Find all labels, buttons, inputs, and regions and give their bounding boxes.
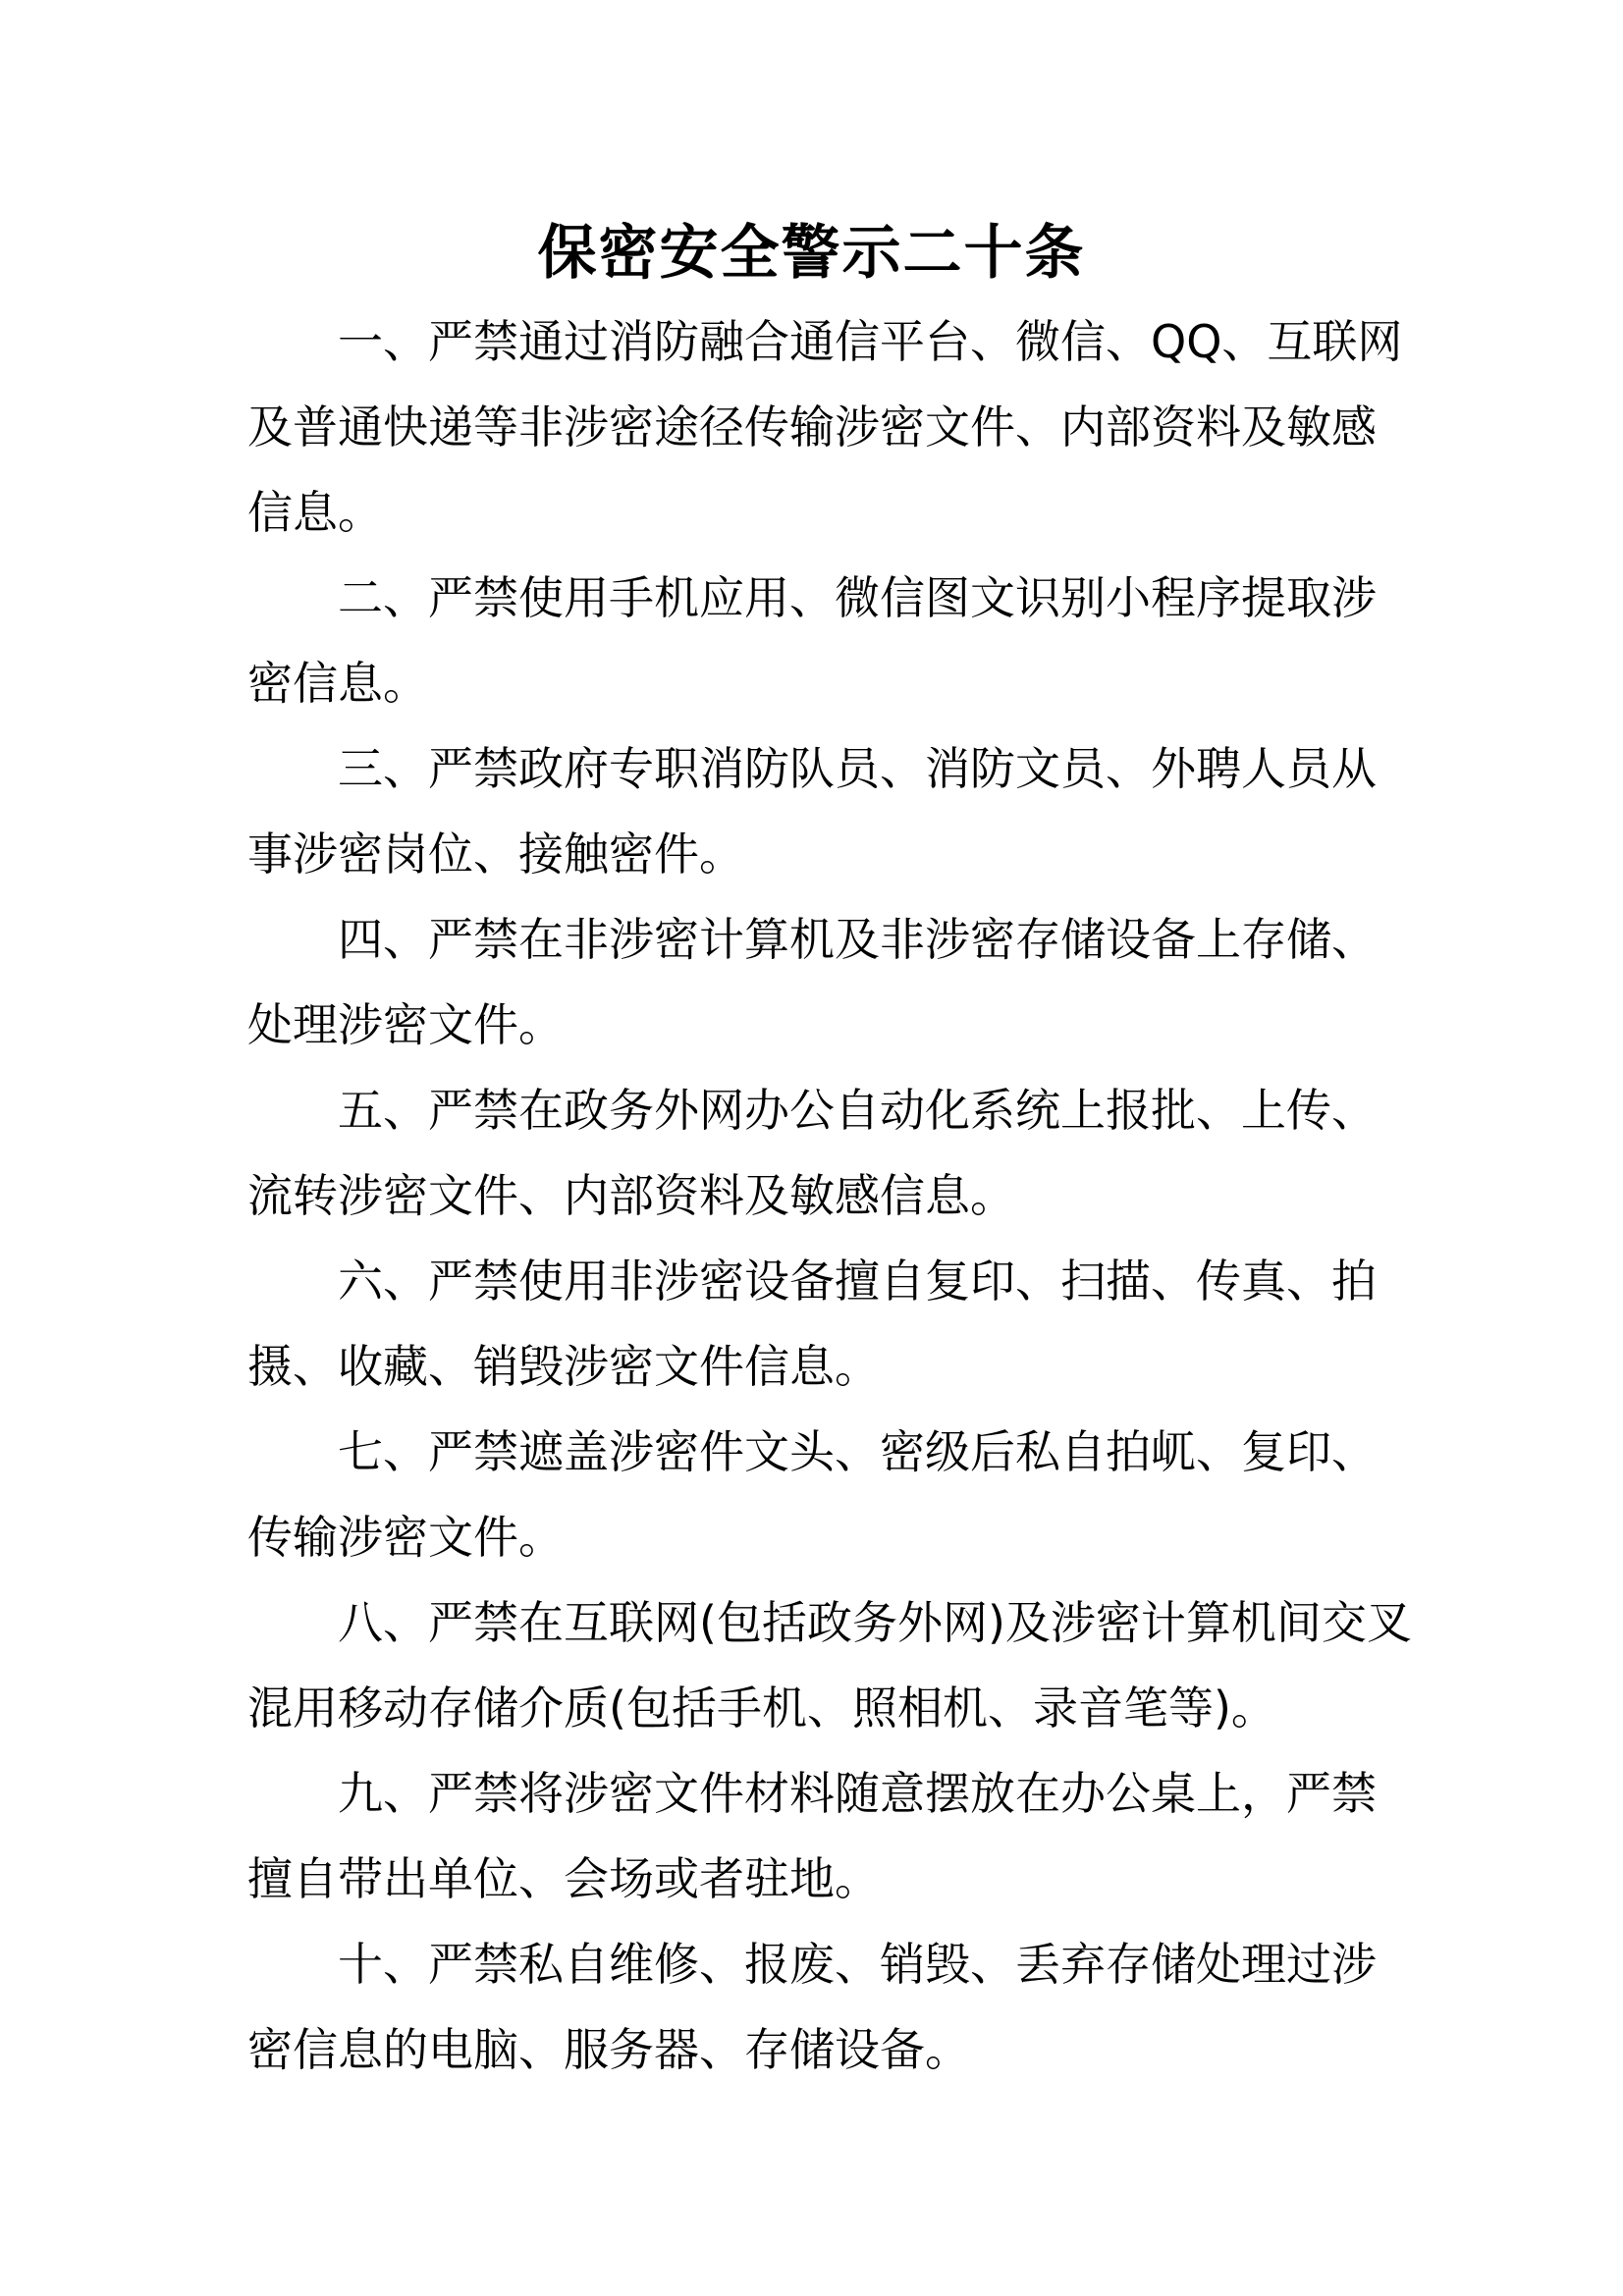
rule-paragraph	[247, 1595, 1412, 1766]
paragraph-line: 及普通快递等非涉密途径传输涉密文件、内部资料及敏感	[247, 400, 1377, 454]
paragraph-line: 擅自带出单位、会场或者驻地。	[247, 1852, 880, 1905]
paragraph-line: 八、严禁在互联网(包括政务外网)及涉密计算机间交叉	[338, 1596, 1412, 1649]
rule-paragraph	[247, 1766, 1377, 1937]
paragraph-line: 六、严禁使用非涉密设备擅自复印、扫描、传真、拍	[338, 1255, 1377, 1308]
paragraph-line: 信息。	[247, 486, 383, 539]
rule-paragraph	[247, 570, 1377, 741]
paragraph-line: 传输涉密文件。	[247, 1511, 564, 1564]
rule-paragraph	[247, 1254, 1377, 1424]
paragraph-line: 流转涉密文件、内部资料及敏感信息。	[247, 1169, 1015, 1222]
paragraph-line: 密信息。	[247, 657, 428, 710]
rule-paragraph	[247, 1424, 1377, 1595]
paragraph-line: 三、严禁政府专职消防队员、消防文员、外聘人员从	[338, 742, 1377, 795]
paragraph-line: 十、严禁私自维修、报废、销毁、丢弃存储处理过涉	[338, 1938, 1377, 1991]
rule-paragraph	[247, 741, 1377, 912]
rule-paragraph	[247, 1083, 1377, 1254]
paragraph-line: 处理涉密文件。	[247, 998, 564, 1051]
paragraph-line: 四、严禁在非涉密计算机及非涉密存储设备上存储、	[338, 913, 1377, 966]
paragraph-line: 五、严禁在政务外网办公自动化系统上报批、上传、	[338, 1084, 1377, 1137]
paragraph-line: 摄、收藏、销毁涉密文件信息。	[247, 1340, 880, 1393]
paragraph-line: 密信息的电脑、服务器、存储设备。	[247, 2023, 970, 2076]
rule-paragraph	[247, 1937, 1377, 2108]
document-title: 保密安全警示二十条	[537, 219, 1086, 288]
paragraph-line: 混用移动存储介质(包括手机、照相机、录音笔等)。	[247, 1682, 1276, 1735]
paragraph-line: 事涉密岗位、接触密件。	[247, 828, 744, 881]
rule-paragraph	[247, 314, 1403, 570]
paragraph-line: 一、严禁通过消防融合通信平台、微信、QQ、互联网	[338, 315, 1403, 368]
paragraph-line: 二、严禁使用手机应用、微信图文识别小程序提取涉	[338, 571, 1377, 624]
paragraph-line: 九、严禁将涉密文件材料随意摆放在办公桌上，严禁	[338, 1767, 1377, 1820]
rule-paragraph	[247, 912, 1377, 1083]
paragraph-line: 七、严禁遮盖涉密件文头、密级后私自拍屼、复印、	[338, 1425, 1377, 1478]
document-body	[247, 314, 1412, 2108]
